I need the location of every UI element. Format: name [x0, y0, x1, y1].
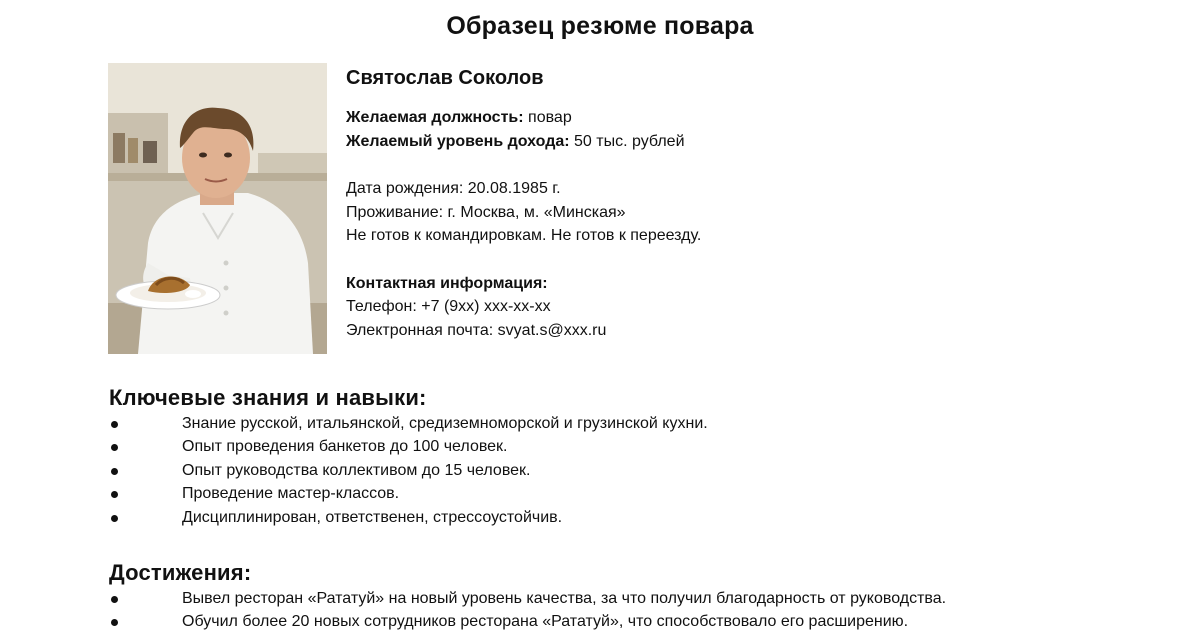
list-item: Проведение мастер-классов. — [109, 482, 708, 505]
contacts-label: Контактная информация: — [346, 274, 548, 292]
desired-position-value: повар — [528, 109, 572, 126]
bullet-icon — [111, 596, 118, 603]
email: Электронная почта: svyat.s@xxx.ru — [346, 321, 607, 339]
desired-income-row — [346, 130, 701, 154]
skills-title: Ключевые знания и навыки: — [109, 385, 427, 410]
list-item: Дисциплинирован, ответственен, стрессоустойчив. — [109, 506, 708, 529]
chef-photo — [108, 63, 327, 354]
chef-portrait-image — [108, 63, 327, 354]
list-item: Обучил более 20 новых сотрудников ресторана «Рататуй», что способствовало его расширению. — [109, 610, 946, 633]
desired-income-value: 50 тыс. рублей — [574, 132, 685, 150]
travel-relocation: Не готов к командировкам. Не готов к переезду. — [346, 227, 702, 244]
desired-position-label: Желаемая должность: — [346, 109, 524, 126]
phone: Телефон: +7 (9xx) xxx-xx-xx — [346, 298, 551, 315]
bullet-icon — [111, 515, 118, 522]
list-item: Опыт руководства коллективом до 15 человек. — [109, 459, 708, 482]
desired-income-label: Желаемый уровень дохода: — [346, 132, 570, 150]
list-item: Знание русской, итальянской, средиземноморской и грузинской кухни. — [109, 412, 708, 435]
page-title: Образец резюме повара — [446, 12, 754, 40]
profile-info — [346, 66, 701, 342]
residence: Проживание: г. Москва, м. «Минская» — [346, 203, 626, 221]
achievements-list — [109, 587, 946, 634]
candidate-name: Святослав Соколов — [346, 67, 544, 89]
bullet-icon — [111, 421, 118, 428]
birth-date: Дата рождения: 20.08.1985 г. — [346, 180, 561, 197]
desired-position-row — [346, 106, 701, 130]
bullet-icon — [111, 444, 118, 451]
achievements-title: Достижения: — [109, 560, 252, 585]
bullet-icon — [111, 491, 118, 498]
skills-list — [109, 412, 708, 529]
list-item: Вывел ресторан «Рататуй» на новый уровень качества, за что получил благодарность от руководства. — [109, 587, 946, 610]
list-item: Опыт проведения банкетов до 100 человек. — [109, 435, 708, 458]
bullet-icon — [111, 619, 118, 626]
bullet-icon — [111, 468, 118, 475]
